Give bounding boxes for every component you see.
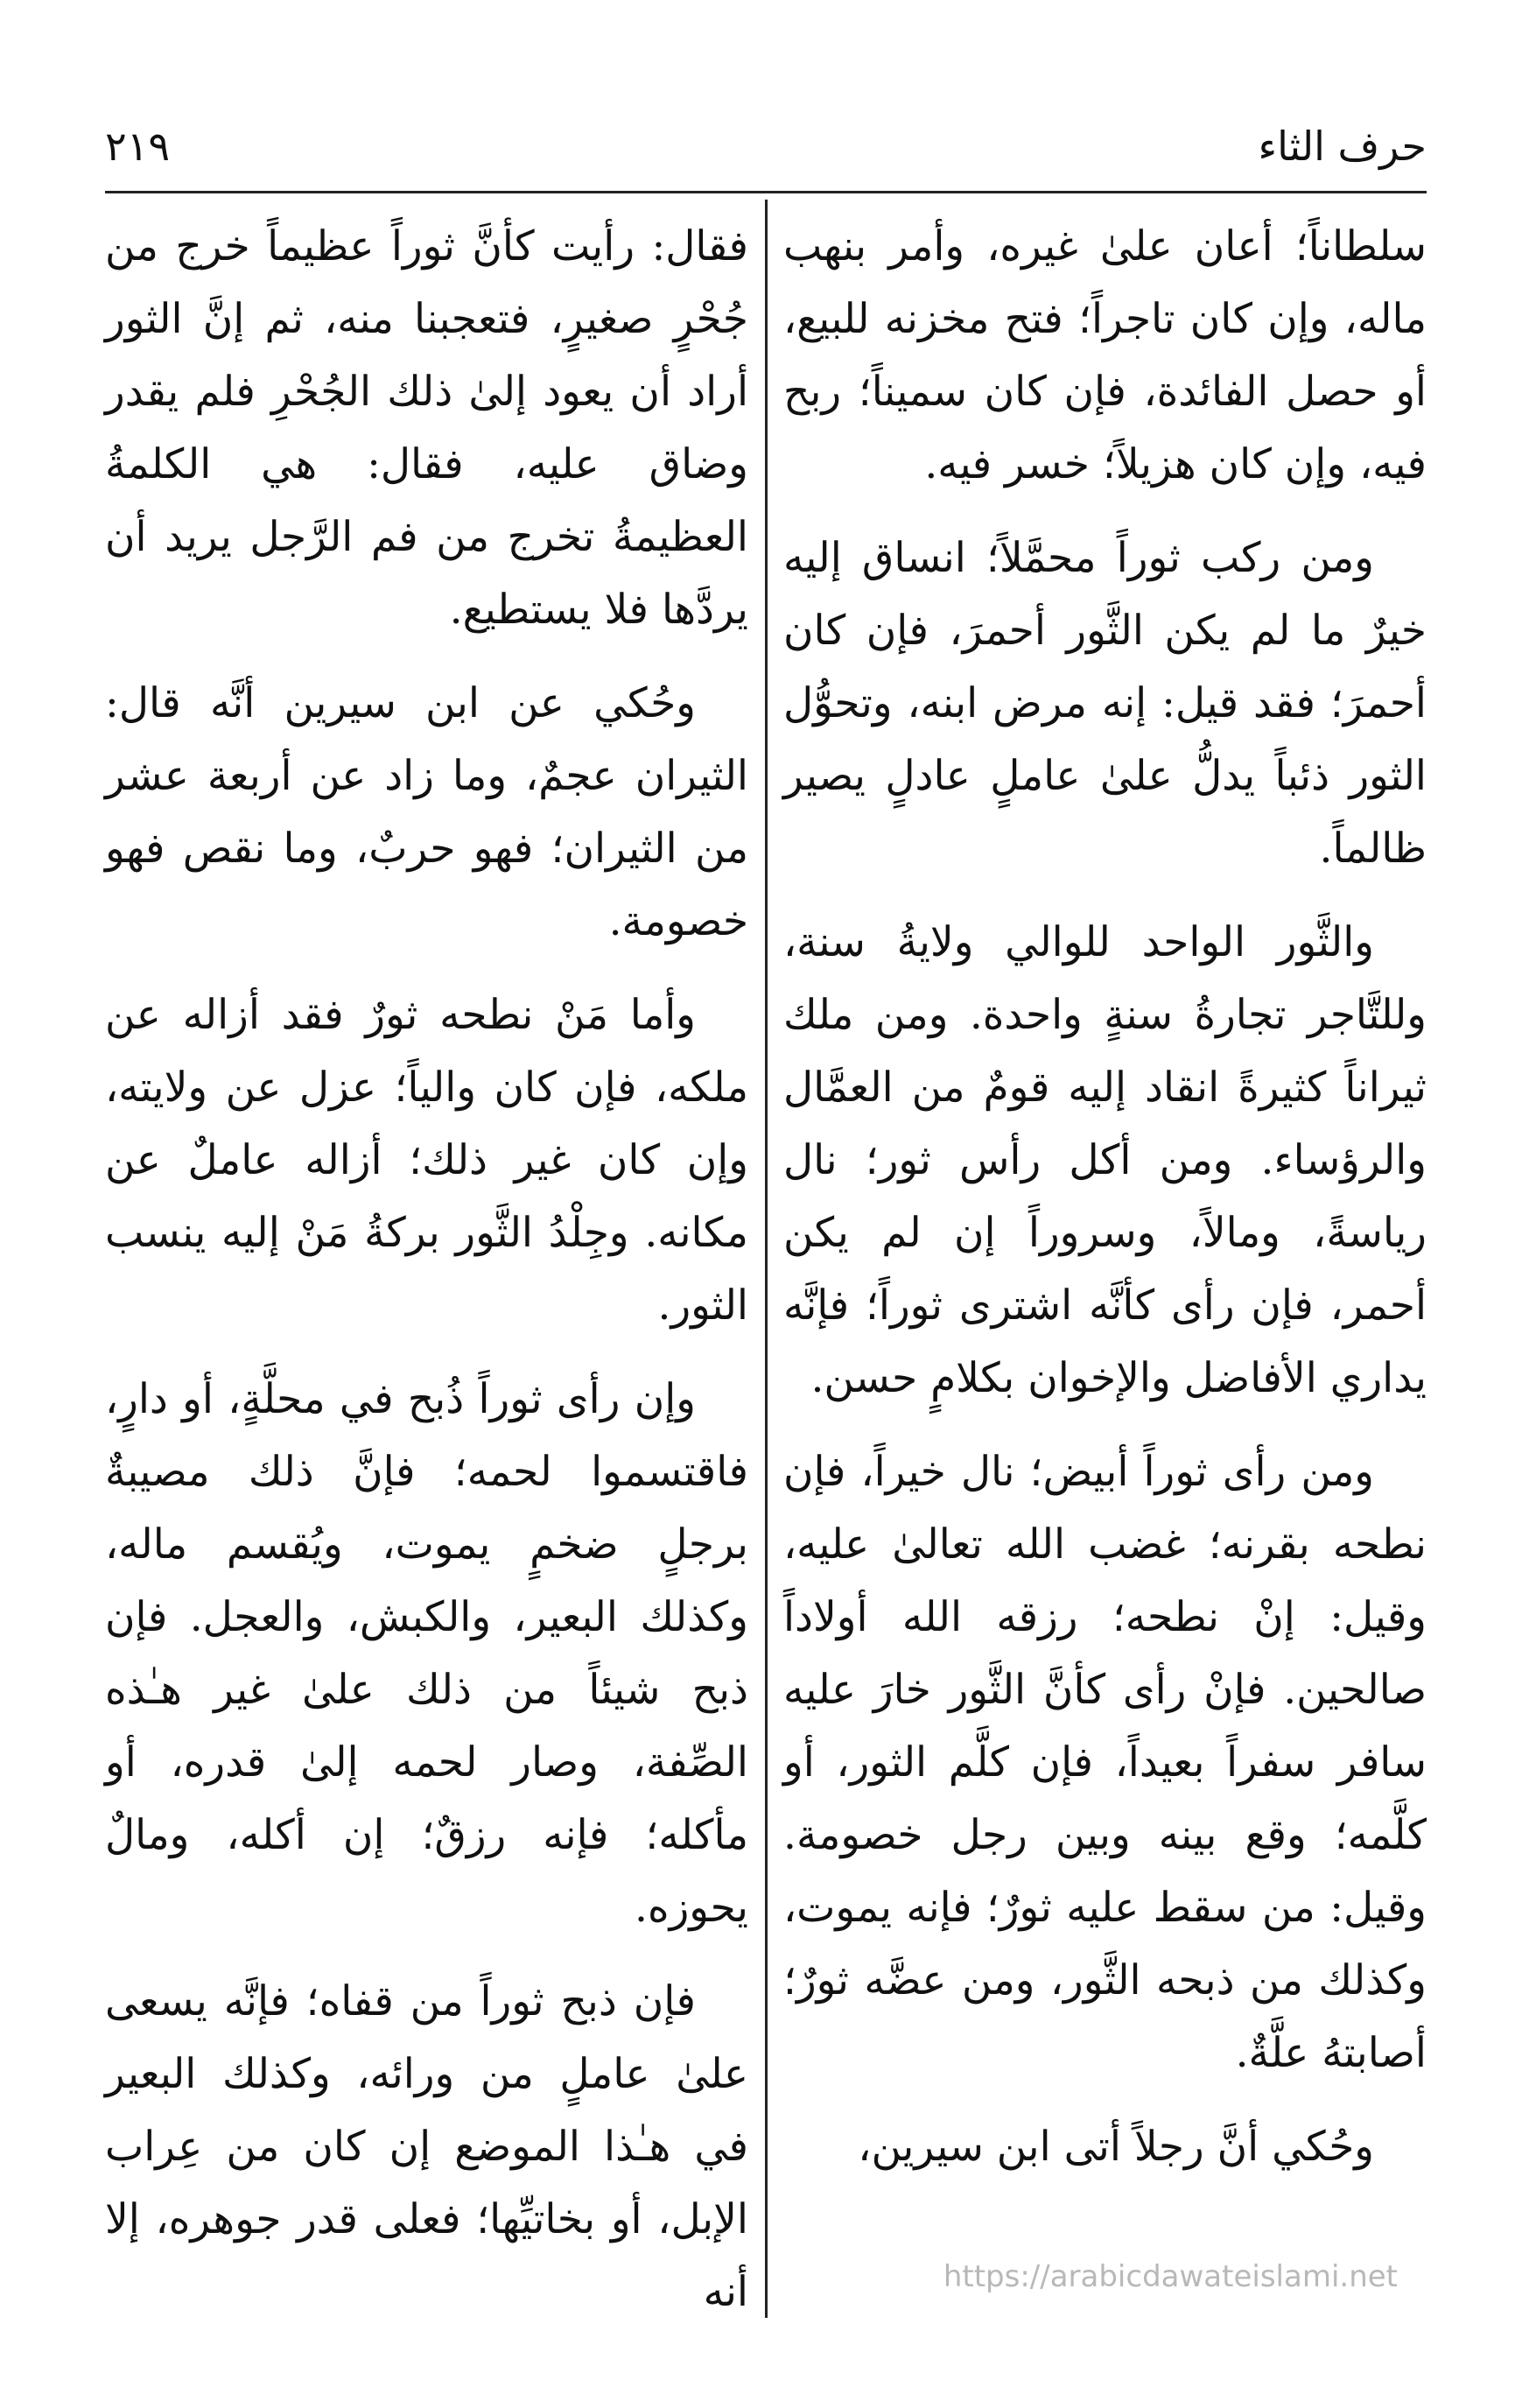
paragraph: وإن رأى ثوراً ذُبح في محلَّةٍ، أو دارٍ، فاقتسموا لحمه؛ فإنَّ ذلك مصيبةٌ برجلٍ ضخمٍ يموت، ويُقسم ماله، وكذلك البعير، والكبش، والعجل. فإن ذبح شيئاً من ذلك علىٰ غير هـٰذه الصِّفة، وصار لحمه إلىٰ قدره، أو مأكله؛ فإنه رزقٌ؛ إن أكله، ومالٌ يحوزه. — [105, 1375, 748, 1932]
paragraph: ومن رأى ثوراً أبيض؛ نال خيراً، فإن نطحه بقرنه؛ غضب الله تعالىٰ عليه، وقيل: إنْ نطحه؛ رزقه الله أولاداً صالحين. فإنْ رأى كأنَّ الثَّور خارَ عليه سافر سفراً بعيداً، فإن كلَّم الثور، أو كلَّمه؛ وقع بينه وبين رجل خصومة. وقيل: من سقط عليه ثورٌ؛ فإنه يموت، وكذلك من ذبحه الثَّور، ومن عضَّه ثورٌ؛ أصابتهُ علَّةٌ. — [783, 1448, 1427, 2077]
paragraph: فقال: رأيت كأنَّ ثوراً عظيماً خرج من جُحْرٍ صغيرٍ، فتعجبنا منه، ثم إنَّ الثور أراد أن يعود إلىٰ ذلك الجُحْرِ فلم يقدر وضاق عليه، فقال: هي الكلمةُ العظيمةُ تخرج من فم الرَّجل يريد أن يردَّها فلا يستطيع. — [105, 222, 748, 634]
paragraph: ومن ركب ثوراً محمَّلاً؛ انساق إليه خيرٌ ما لم يكن الثَّور أحمرَ، فإن كان أحمرَ؛ فقد قيل: إنه مرض ابنه، وتحوُّل الثور ذئباً يدلُّ علىٰ عاملٍ عادلٍ يصير ظالماً. — [783, 534, 1427, 873]
paragraph: والثَّور الواحد للوالي ولايةُ سنة، وللتَّاجر تجارةُ سنةٍ واحدة. ومن ملك ثيراناً كثيرةً انقاد إليه قومٌ من العمَّال والرؤساء. ومن أكل رأس ثور؛ نال رياسةً، ومالاً، وسروراً إن لم يكن أحمر، فإن رأى كأنَّه اشترى ثوراً؛ فإنَّه يداري الأفاضل والإخوان بكلامٍ حسن. — [783, 918, 1427, 1402]
paragraph: سلطاناً؛ أعان علىٰ غيره، وأمر بنهب ماله، وإن كان تاجراً؛ فتح مخزنه للبيع، أو حصل الفائدة، فإن كان سميناً؛ ربح فيه، وإن كان هزيلاً؛ خسر فيه. — [783, 222, 1427, 488]
column-divider — [765, 200, 768, 2318]
paragraph: وحُكي عن ابن سيرين أنَّه قال: الثيران عجمٌ، وما زاد عن أربعة عشر من الثيران؛ فهو حربٌ، وما نقص فهو خصومة. — [105, 679, 748, 945]
header-rule — [105, 191, 1427, 193]
right-column — [783, 210, 1427, 2204]
page-header — [105, 114, 1427, 193]
running-head: حرف الثاء — [1258, 123, 1427, 170]
paragraph: وحُكي أنَّ رجلاً أتى ابن سيرين، — [858, 2123, 1374, 2171]
paragraph: فإن ذبح ثوراً من قفاه؛ فإنَّه يسعى علىٰ عاملٍ من ورائه، وكذلك البعير في هـٰذا الموضع إن كان من عِراب الإبل، أو بخاتيِّها؛ فعلى قدر جوهره، إلا أنه — [105, 1977, 748, 2316]
left-column — [105, 210, 748, 2349]
paragraph: وأما مَنْ نطحه ثورٌ فقد أزاله عن ملكه، فإن كان والياً؛ عزل عن ولايته، وإن كان غير ذلك؛ أزاله عاملٌ عن مكانه. وجِلْدُ الثَّور بركةُ مَنْ إليه ينسب الثور. — [105, 991, 748, 1330]
page-number: ٢١٩ — [105, 123, 171, 170]
watermark-url: https://arabicdawateislami.net — [943, 2259, 1398, 2294]
